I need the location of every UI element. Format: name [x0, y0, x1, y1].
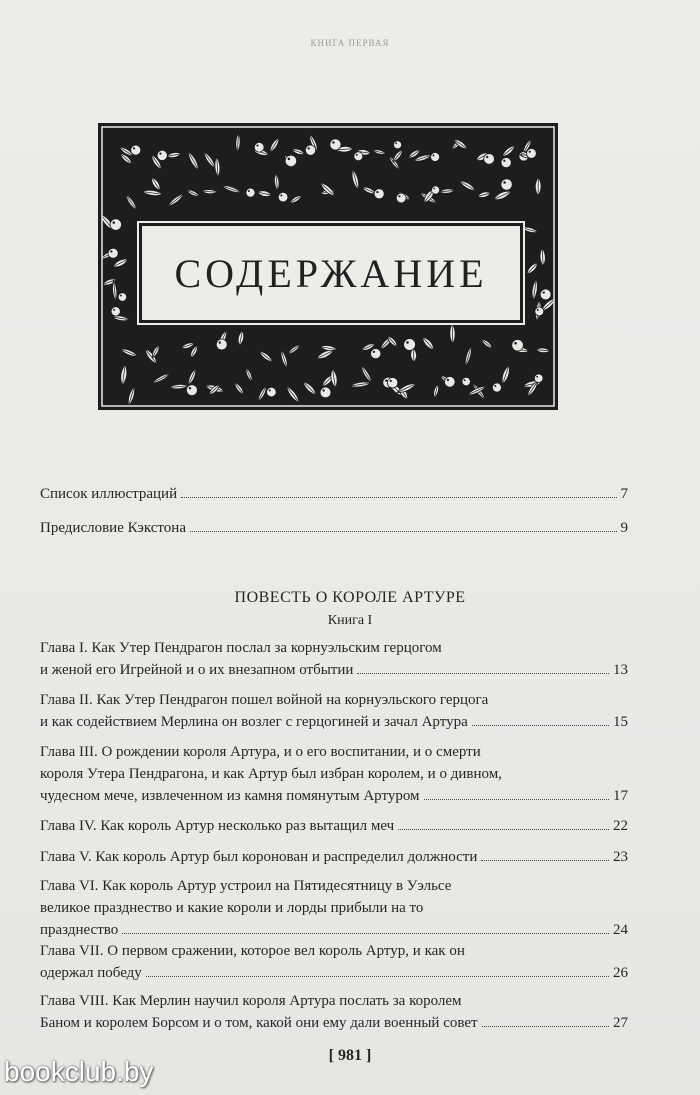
chapter-line: и женой его Игрейной и о их внезапном отбытии: [40, 662, 354, 678]
chapter-page: 17: [613, 788, 628, 804]
entry-page: 7: [620, 486, 628, 502]
chapter-line: Глава VIII. Как Мерлин научил короля Артура послать за королем: [40, 993, 462, 1009]
leader-dots: [481, 860, 609, 861]
chapter-line: Глава III. О рождении короля Артура, и о его воспитании, и о смерти: [40, 744, 481, 760]
leader-dots: [357, 673, 609, 674]
chapter-line: Глава I. Как Утер Пендрагон послал за корнуэльским герцогом: [40, 640, 442, 656]
chapter-line: Глава VII. О первом сражении, которое вел король Артур, и как он: [40, 943, 465, 959]
chapter-line: празднество: [40, 922, 119, 938]
chapter-page: 26: [613, 965, 628, 981]
page-number: [ 981 ]: [328, 1047, 372, 1064]
leader-dots: [146, 976, 609, 977]
leader-dots: [472, 725, 609, 726]
chapter-page: 15: [613, 714, 628, 730]
chapter-line: короля Утера Пендрагона, и как Артур был избран королем, и о дивном,: [40, 766, 502, 782]
contents-title: СОДЕРЖАНИЕ: [174, 250, 488, 296]
leader-dots: [122, 933, 609, 934]
entry-label: Список иллюстраций: [40, 486, 178, 502]
book-title: Книга I: [327, 613, 373, 628]
chapter-line: Глава II. Как Утер Пендрагон пошел войной на корнуэльского герцога: [40, 692, 489, 708]
chapter-page: 13: [613, 662, 628, 678]
section-title: ПОВЕСТЬ О КОРОЛЕ АРТУРЕ: [234, 589, 466, 606]
chapter-page: 23: [613, 849, 628, 865]
chapter-entry[interactable]: [40, 846, 628, 868]
front-entry[interactable]: [40, 483, 628, 505]
chapter-page: 24: [613, 922, 628, 938]
front-entry[interactable]: [40, 517, 628, 539]
leader-dots: [181, 497, 616, 498]
entry-page: 9: [620, 520, 628, 536]
watermark: bookclub.by: [4, 1056, 154, 1087]
chapter-line: Глава VI. Как король Артур устроил на Пятидесятницу в Уэльсе: [40, 878, 452, 894]
chapter-line: одержал победу: [40, 965, 142, 981]
chapter-entry[interactable]: [40, 990, 628, 1034]
leader-dots: [398, 829, 609, 830]
banner-title-box: [139, 223, 523, 323]
chapter-line: чудесном мече, извлеченном из камня помянутым Артуром: [40, 788, 420, 804]
leader-dots: [424, 799, 609, 800]
running-head: КНИГА ПЕРВАЯ: [310, 38, 390, 48]
ornamental-banner: [98, 123, 558, 410]
chapter-entry[interactable]: [40, 689, 628, 733]
entry-label: Предисловие Кэкстона: [40, 520, 186, 536]
chapter-line: Глава IV. Как король Артур несколько раз вытащил меч: [40, 818, 395, 834]
chapter-page: 22: [613, 818, 628, 834]
chapter-entry[interactable]: [40, 637, 628, 681]
chapter-entry[interactable]: [40, 815, 628, 837]
chapter-line: Глава V. Как король Артур был коронован и распределил должности: [40, 849, 478, 865]
chapter-line: Баном и королем Борсом и о том, какой они ему дали военный совет: [40, 1015, 478, 1031]
chapter-entry[interactable]: [40, 875, 628, 941]
leader-dots: [190, 531, 617, 532]
chapter-page: 27: [613, 1015, 628, 1031]
chapter-entry[interactable]: [40, 741, 628, 807]
leader-dots: [482, 1026, 609, 1027]
chapter-line: и как содействием Мерлина он возлег с герцогиней и зачал Артура: [40, 714, 468, 730]
chapter-line: великое празднество и какие короли и лорды прибыли на то: [40, 900, 424, 916]
chapter-entry[interactable]: [40, 940, 628, 984]
